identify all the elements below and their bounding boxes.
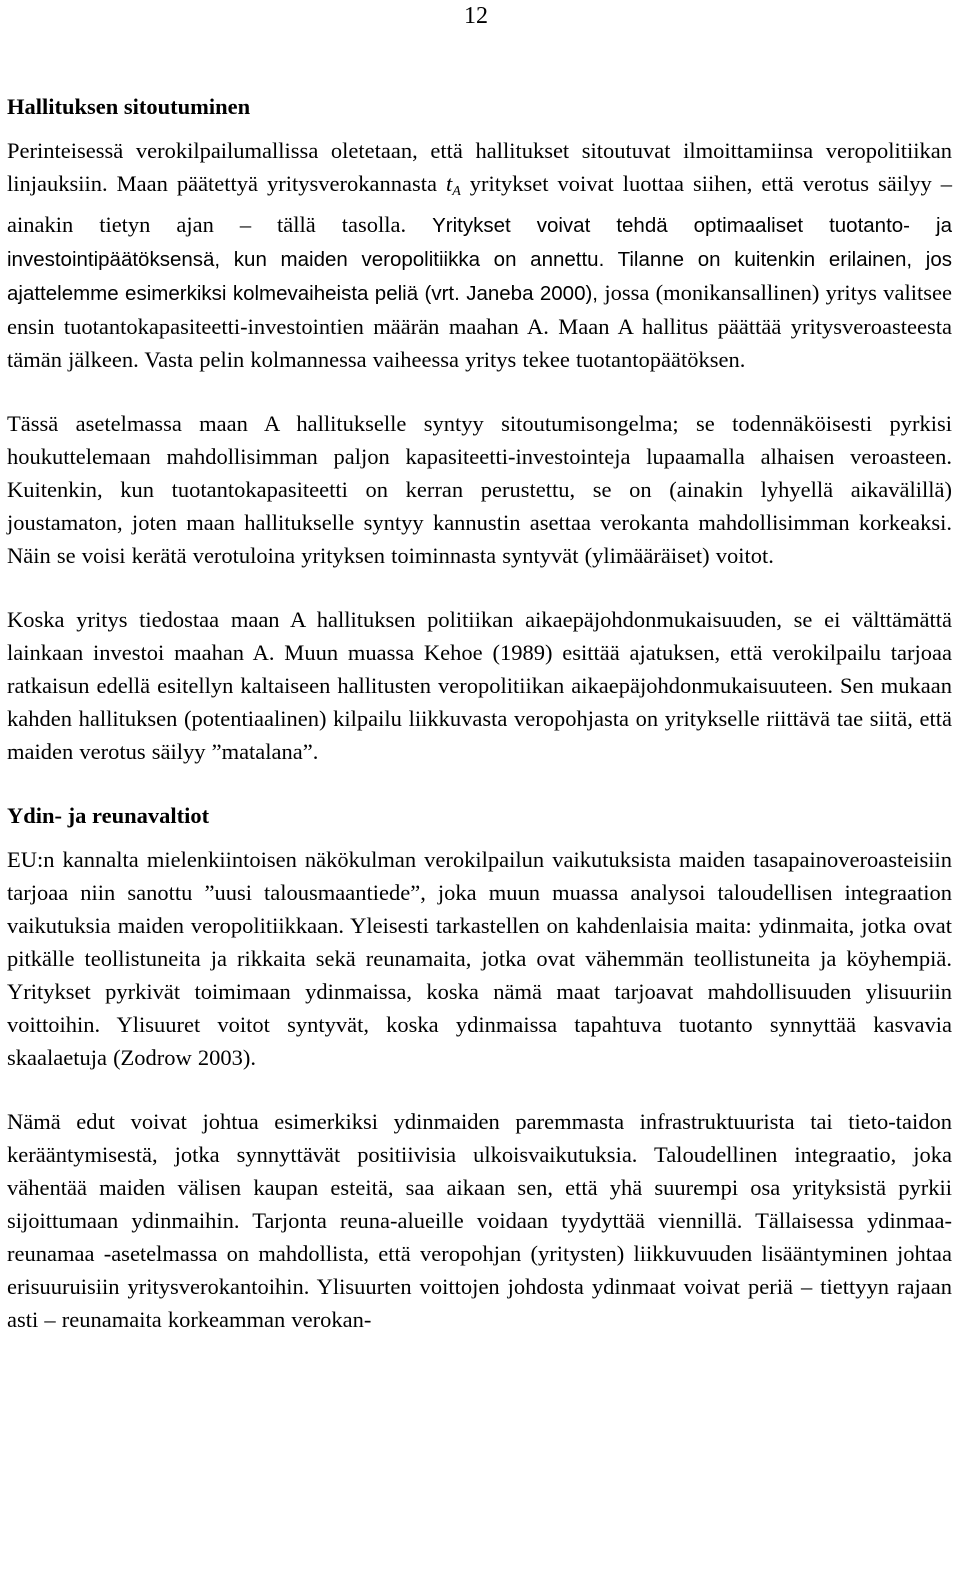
paragraph: Nämä edut voivat johtua esimerkiksi ydinmaiden paremmasta infrastruktuurista tai tieto-taidon kerääntymisestä, jotka synnyttävät positiivisia ulkoisvaikutuksia. Taloudellinen integraatio, joka vähentää maiden välisen kaupan esteitä, saa aikaan sen, että yhä suurempi osa yrityksistä pyrkii sijoittumaan ydinmaihin. Tarjonta reuna-alueille voidaan tyydyttää viennillä. Tällaisessa ydinmaa-reunamaa -asetelmassa on mahdollista, että veropohjan (yritysten) liikkuvuuden lisääntyminen johtaa erisuuruisiin yritysverokantoihin. Ylisuurten voittojen johdosta ydinmaat voivat periä – tiettyyn rajaan asti – reunamaita korkeamman verokan-	[7, 1109, 952, 1332]
math-subscript: A	[452, 184, 461, 199]
paragraph: Koska yritys tiedostaa maan A hallituksen politiikan aikaepäjohdonmukaisuuden, se ei välttämättä lainkaan investoi maahan A. Muun muassa Kehoe (1989) esittää ajatuksen, että verokilpailu tarjoaa ratkaisun edellä esitellyn kaltaiseen hallitusten veropolitiikan aikaepäjohdonmukaisuuteen. Sen mukaan kahden hallituksen (potentiaalinen) kilpailu liikkuvasta veropohjasta on yritykselle riittävä tae siitä, että maiden verotus säilyy ”matalana”.	[7, 607, 952, 764]
section-heading: Hallituksen sitoutuminen	[7, 94, 251, 119]
paragraph-text: yritykset voivat luottaa siihen, että verotus säilyy – ainakin tietyn ajan – tällä tasolla.	[7, 171, 952, 237]
paragraph	[7, 134, 952, 376]
page-number: 12	[464, 3, 488, 29]
paragraph: EU:n kannalta mielenkiintoisen näkökulman verokilpailun vaikutuksista maiden tasapainoveroasteisiin tarjoaa niin sanottu ”uusi talousmaantiede”, joka muun muassa analysoi taloudellisen integraation vaikutuksia maiden veropolitiikkaan. Yleisesti tarkastellen on kahdenlaisia maita: ydinmaita, jotka ovat pitkälle teollistuneita ja rikkaita sekä reunamaita, jotka ovat vähemmän teollistuneita ja köyhempiä. Yritykset pyrkivät toimimaan ydinmaissa, koska nämä maat tarjoavat mahdollisuuden ylisuuriin voittoihin. Ylisuuret voitot syntyvät, koska ydinmaissa tapahtuva tuotanto synnyttää kasvavia skaalaetuja (Zodrow 2003).	[7, 847, 952, 1070]
paragraph-text: Perinteisessä verokilpailumallissa oletetaan, että hallitukset sitoutuvat ilmoittamiinsa veropolitiikan linjauksiin. Maan päätettyä yritysverokannasta	[7, 138, 952, 196]
math-symbol: t	[445, 171, 453, 196]
document-body	[7, 90, 952, 1336]
paragraph: Tässä asetelmassa maan A hallitukselle syntyy sitoutumisongelma; se todennäköisesti pyrkisi houkuttelemaan mahdollisimman paljon kapasiteetti-investointeja lupaamalla alhaisen veroasteen. Kuitenkin, kun tuotantokapasiteetti on kerran perustettu, se on (ainakin lyhyellä aikavälillä) joustamaton, joten maan hallitukselle syntyy kannustin asettaa verokanta mahdollisimman korkeaksi. Näin se voisi kerätä verotuloina yrityksen toiminnasta syntyvät (ylimääräiset) voitot.	[7, 411, 952, 568]
section-heading: Ydin- ja reunavaltiot	[7, 803, 210, 828]
paragraph-text-sans: Yritykset voivat tehdä optimaaliset tuotanto- ja investointipäätöksensä, kun maiden veropolitiikka on annettu. Tilanne on kuitenkin erilainen, jos ajattelemme esimerkiksi kolmevaiheista peliä (vrt. Janeba 2000),	[7, 214, 952, 305]
paragraph-text: jossa (monikansallinen) yritys valitsee ensin tuotantokapasiteetti-investointien määrän maahan A. Maan A hallitus päättää yritysveroasteesta tämän jälkeen. Vasta pelin kolmannessa vaiheessa yritys tekee tuotantopäätöksen.	[7, 280, 952, 372]
